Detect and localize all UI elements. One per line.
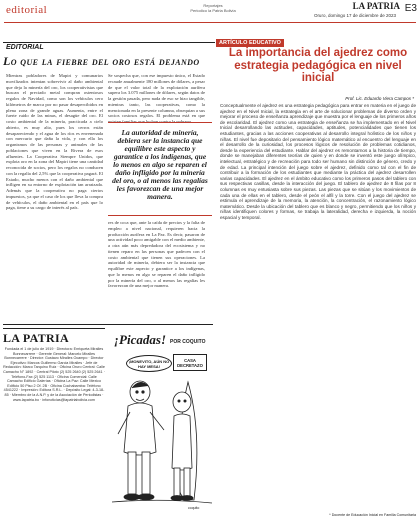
header-center-line2: Periodico la Patria Bolivia bbox=[190, 8, 236, 13]
header-date: Oruro, domingo 17 de diciembre de 2023 bbox=[313, 13, 396, 18]
header-center-note bbox=[188, 3, 238, 13]
header-rule bbox=[4, 22, 416, 23]
article-author: Prof. Lic. Eduardo Viera Campos * bbox=[345, 96, 414, 101]
cartoon-signature: coquito bbox=[188, 506, 200, 510]
editorial-pullquote: La autoridad de minería, debiera ser la instancia que equilibre este aspecto y garantice a los indígenas, que lo menos en algo se reparen el daño infligido por la minería del oro, o al menos las regalías les favorezcan de una mejor manera. bbox=[108, 122, 212, 216]
section-label: editorial bbox=[6, 4, 48, 16]
article-footnote: * Docente de Educación Inicial en Familia Comunitaria bbox=[329, 513, 416, 517]
masthead-credits: Fundada el 1 de julio de 1919 · Directora: Enriqueta Miralles Bonnecarrere · Gerente General: Marcelo Miralles Bonnecarrere · Director: Gustavo Miralles Ocampo · Director Ejecutivo: Marcos Guillermo Garcia Miralles · Jefe de Redacción: Marco Tarquino Ruiz · Oficina Oruro Central: Calle Camacho N° 1892 · Central Piloto (2) 525 2640 (2) 525 2641 · Teléfono-Fax (2) 525 1113 · Oficina Comercial: Calle Camacho Edificio Galerías · Oficina La Paz: Calle Mexico Edificio 50 Piso 2 Of. 2B · Oficina Cochabamba: Teléfono 4541222 · Impresión: Editora S.R.L. · Depósito Legal: 4-3-18-85 · Miembro de la A.N.P. y de la Asociación de Periodistas · www.lapatria.bo · infonoticias@lapatriabolivia.com bbox=[3, 347, 105, 402]
cartoon-byline: POR COQUITO bbox=[170, 339, 206, 345]
cartoon-illustration bbox=[110, 372, 214, 512]
publication-name: LA PATRIA bbox=[352, 1, 400, 11]
page-number: E3 bbox=[404, 3, 417, 14]
page-header bbox=[0, 0, 420, 27]
ground-line bbox=[112, 500, 212, 503]
editorial-title: Lo que la fiebre del oro está dejando bbox=[3, 54, 200, 68]
editorial-column-1: Mientras pobladores de Mapiri y comunarios movilizados intentan sobrevivir al daño ambiental que deja la minería del oro, los cooperativistas que buscan el preciado metal compran ostentosos regalos de Navidad, como son los vehículos cero kilómetros de marca por no pasar desapercibidos en plena zona de grande aguas. Aumenta, entre el fuerte ruido de las minas, el desagüe del oro. El costo ambiental de la minería, practicada a cielo abierto, es muy alto, pues los cerros están desapareciendo y el agua de los ríos es envenenada con mercurio que daña la vida, y con ella los organismos de las personas y animales de las poblaciones que viven en la Rivera de esos afluentes. La Cooperativa Siempre Unidos, que explota oro en la zona del Mapiri tiene una cantidad reconocida de socios, pero los regalos no conducen con la regalía del 2,5% que la cooperativa pagará. El Estado, mucho menos con el daño ambiental que infligen en su entorno de explotación tan arraizada. Además que la cooperativa no paga ciertos impuestos, ya que el caso de los que lleva la compra de vehículos, el daño ambiental en el país que lo paga, tiene a su cargo de interés al país. bbox=[6, 73, 103, 211]
editorial-tag: EDITORIAL bbox=[3, 42, 215, 52]
casa-decretazo-sign: CASA DECRETAZO bbox=[173, 354, 207, 371]
figure-right bbox=[171, 382, 197, 501]
cartoon-logo: ¡Picadas! bbox=[114, 332, 166, 347]
article-body: Conceptualmente el ajedrez es una estrategia pedagógica para entrar en materia en el juego de ajedrez en el Nivel Inicial, la estrategia en el arte de solucionar problemas de diverso orden y mejorar el proceso de enseñanza aprendizaje que muestra por el lenguaje de los primeros años de escolaridad. El ajedrez como una estrategia de enseñanza se ha implementado en el Nivel Inicial desarrollando las actitudes, capacidades, aptitudes, potencialidades que tienen los estudiantes, gracias a las acciones cooperativas al desarrollo integral holístico de los niños y niñas. El nivel fue depositario del pensamiento lógico matemático al encuentro del lenguaje en el desarrollo de la curiosidad, los procesos lógicos de resolución de problemas cotidianos, desde la experiencia del estudiante. Hablar del ajedrez es remontarnos a la historia de tiempo, donde se manejaban diferentes teorías de quien y en donde se inventó este juego olímpico, intelectual, estratégico y de recreación para todo ser humano sin distinción de género, credo y de edad. La principal intención del juego sobre el ajedrez, definido como tal con el fin de contribuir a la formación de los estudiantes que mediante la práctica del ajedrez desarrollen varias capacidades. El ajedrez en el ámbito educativo como los primeros pasos del tablero con sus respectivas casillas, desde la interacción del juego. El tablero de ajedrez de 8 filas por 8 columnas es muy entusiasta sobre sus piezas. Las piezas que se sitúan y los movimientos de cada una de ellas en el tablero, desde el peón el alfil y la torre. Con el juego del ajedrez se estimula el aprendizaje de la memoria, la atención, la concentración, el razonamiento lógico matemático. Desde la ubicación del tablero que es blanco y negro, permitiendo que los niños y niñas identifiquen colores y formas, se trabaja la lateralidad, derecha e izquierda, la noción espacial y temporal. bbox=[220, 103, 416, 220]
article-kicker: ARTÍCULO EDUCATIVO bbox=[216, 39, 284, 47]
article-title: La importancia del ajedrez como estrategia pedagógica en nivel inicial bbox=[228, 47, 408, 84]
header-center-line1: Reportajes bbox=[203, 3, 223, 8]
speech-bubble: ¡MONEVITO, AÚN NO HAY MESA! bbox=[126, 355, 172, 372]
editorial-column-2: Se sospecha que, con ese impuesto único, el Estado recaude anualmente 180 millones de dólares, a pesar de que el valor total de la explotación aurífera supera los 3.075 millones de dólares, según datos de la gestión pasada, pero nada de eso se hizo tangible, mientras tanto, las cooperativas, como la mencionada en la presente columna, obsequian a sus socios costosos regalos. El problema está en que bbox=[108, 73, 205, 119]
figure-left bbox=[118, 381, 164, 500]
editorial-column-2b: res de coca que, ante la caída de precios y la falta de empleo a nivel nacional, requieren hacia la producción aurífera en La Paz. Es decir, pasaron de una actividad poco amigable con el medio ambiente, a otra aún más depredadora del ecosistema y no tienen reparo en las personas que padecen con el costo ambiental que tienen sus operaciones. La autoridad de minería, debiera ser la instancia que equilibre este aspecto y garantice a los indígenas, que lo menos en algo se reparen el daño infligido por la minería del oro, o al menos las regalías les favorezcan de una mejor manera. bbox=[108, 220, 205, 289]
masthead-logo: LA PATRIA bbox=[3, 331, 69, 345]
section-divider bbox=[3, 324, 213, 325]
